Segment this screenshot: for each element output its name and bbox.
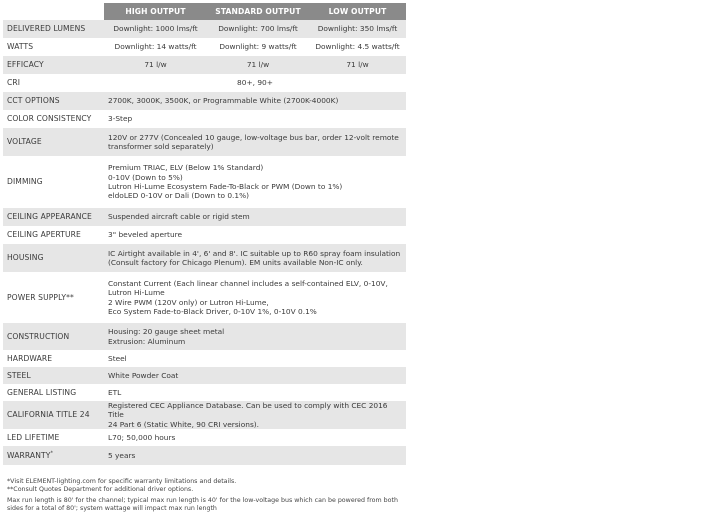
footnote-driver: **Consult Quotes Department for additional driver options. <box>7 485 194 493</box>
power-supply-line-3: 2 Wire PWM (120V only) or Lutron Hi-Lume, <box>108 297 269 307</box>
construction-line-2: Extrusion: Aluminum <box>108 336 186 346</box>
label-voltage: VOLTAGE <box>3 128 104 156</box>
label-efficacy: EFFICACY <box>3 56 104 74</box>
label-watts: WATTS <box>3 38 104 56</box>
dimming-line-2: 0-10V (Down to 5%) <box>108 172 183 182</box>
warranty-asterisk: * <box>50 450 54 457</box>
value-warranty: 5 years <box>104 446 406 465</box>
housing-line-2: (Consult factory for Chicago Plenum). EM units available Non-IC only. <box>108 258 363 267</box>
row-construction <box>3 323 406 350</box>
footnote-run-length: Max run length is 80' for the channel; typical max run length is 40' for the low-voltage bus which can be powered from both sides for a total of 80'; system wattage will impact max run length <box>7 496 398 512</box>
row-voltage <box>3 128 406 156</box>
row-ceiling-appearance <box>3 208 406 226</box>
value-watts-high: Downlight: 14 watts/ft <box>104 38 207 56</box>
value-efficacy-high: 71 l/w <box>104 56 207 74</box>
dimming-line-3: Lutron Hi-Lume Ecosystem Fade-To-Black or PWM (Down to 1%) <box>108 182 343 191</box>
value-color-consistency: 3-Step <box>104 110 406 128</box>
value-lumens-high: Downlight: 1000 lms/ft <box>104 20 207 38</box>
value-efficacy-standard: 71 l/w <box>207 56 309 74</box>
row-delivered-lumens <box>3 20 406 38</box>
label-steel: STEEL <box>3 367 104 384</box>
value-led-lifetime: L70; 50,000 hours <box>104 429 406 446</box>
value-general-listing: ETL <box>104 384 406 401</box>
value-ceiling-appearance: Suspended aircraft cable or rigid stem <box>104 208 406 226</box>
row-watts <box>3 38 406 56</box>
value-voltage <box>104 128 406 156</box>
label-led-lifetime: LED LIFETIME <box>3 429 104 446</box>
value-watts-low: Downlight: 4.5 watts/ft <box>309 38 406 56</box>
value-cri: 80+, 90+ <box>104 74 406 92</box>
value-watts-standard: Downlight: 9 watts/ft <box>207 38 309 56</box>
row-power-supply <box>3 272 406 323</box>
value-ceiling-aperture: 3" beveled aperture <box>104 226 406 244</box>
label-dimming: DIMMING <box>3 156 104 208</box>
value-housing <box>104 244 406 272</box>
title-24-line-1: Registered CEC Appliance Database. Can be used to comply with CEC 2016 Title <box>108 401 388 420</box>
label-warranty <box>3 446 104 465</box>
label-california-title-24: CALIFORNIA TITLE 24 <box>3 401 104 429</box>
power-supply-line-1: Constant Current (Each linear channel includes a self-contained ELV, 0-10V, <box>108 278 388 288</box>
row-warranty <box>3 446 406 465</box>
value-california-title-24 <box>104 401 406 429</box>
header-row <box>3 3 406 20</box>
row-ceiling-aperture <box>3 226 406 244</box>
value-steel: White Powder Coat <box>104 367 406 384</box>
value-dimming <box>104 156 406 208</box>
power-supply-line-2: Lutron Hi-Lume <box>108 288 165 298</box>
label-color-consistency: COLOR CONSISTENCY <box>3 110 104 128</box>
warranty-label-text: WARRANTY <box>7 451 51 461</box>
label-cri: CRI <box>3 74 104 92</box>
label-ceiling-aperture: CEILING APERTURE <box>3 226 104 244</box>
row-hardware <box>3 350 406 367</box>
value-hardware: Steel <box>104 350 406 367</box>
value-power-supply <box>104 272 406 323</box>
label-power-supply: POWER SUPPLY** <box>3 272 104 323</box>
title-24-line-2: 24 Part 6 (Static White, 90 CRI versions). <box>108 419 260 429</box>
value-construction <box>104 323 406 350</box>
row-cri <box>3 74 406 92</box>
value-cct-options: 2700K, 3000K, 3500K, or Programmable White (2700K-4000K) <box>104 92 406 110</box>
row-california-title-24 <box>3 401 406 429</box>
housing-line-1: IC Airtight available in 4', 6' and 8'. IC suitable up to R60 spray foam insulation <box>108 248 401 258</box>
voltage-line-2: transformer sold separately) <box>108 142 214 151</box>
value-lumens-standard: Downlight: 700 lms/ft <box>207 20 309 38</box>
row-dimming <box>3 156 406 208</box>
header-blank <box>3 3 104 20</box>
construction-line-1: Housing: 20 gauge sheet metal <box>108 327 225 337</box>
label-hardware: HARDWARE <box>3 350 104 367</box>
spec-table <box>3 3 406 465</box>
row-cct-options <box>3 92 406 110</box>
row-steel <box>3 367 406 384</box>
row-color-consistency <box>3 110 406 128</box>
value-lumens-low: Downlight: 350 lms/ft <box>309 20 406 38</box>
label-delivered-lumens: DELIVERED LUMENS <box>3 20 104 38</box>
header-high-output: HIGH OUTPUT <box>104 3 207 20</box>
dimming-line-4: eldoLED 0-10V or Dali (Down to 0.1%) <box>108 191 250 201</box>
label-ceiling-appearance: CEILING APPEARANCE <box>3 208 104 226</box>
row-efficacy <box>3 56 406 74</box>
label-general-listing: GENERAL LISTING <box>3 384 104 401</box>
footnotes <box>7 478 407 513</box>
value-efficacy-low: 71 l/w <box>309 56 406 74</box>
spec-sheet <box>3 3 406 465</box>
row-housing <box>3 244 406 272</box>
label-construction: CONSTRUCTION <box>3 323 104 350</box>
voltage-line-1: 120V or 277V (Concealed 10 gauge, low-voltage bus bar, order 12-volt remote <box>108 132 399 142</box>
row-led-lifetime <box>3 429 406 446</box>
power-supply-line-4: Eco System Fade-to-Black Driver, 0-10V 1%, 0-10V 0.1% <box>108 306 317 316</box>
dimming-line-1: Premium TRIAC, ELV (Below 1% Standard) <box>108 163 264 173</box>
label-cct-options: CCT OPTIONS <box>3 92 104 110</box>
header-standard-output: STANDARD OUTPUT <box>207 3 309 20</box>
header-low-output: LOW OUTPUT <box>309 3 406 20</box>
row-general-listing <box>3 384 406 401</box>
label-housing: HOUSING <box>3 244 104 272</box>
footnote-warranty: *Visit ELEMENT-lighting.com for specific warranty limitations and details. <box>7 478 237 485</box>
